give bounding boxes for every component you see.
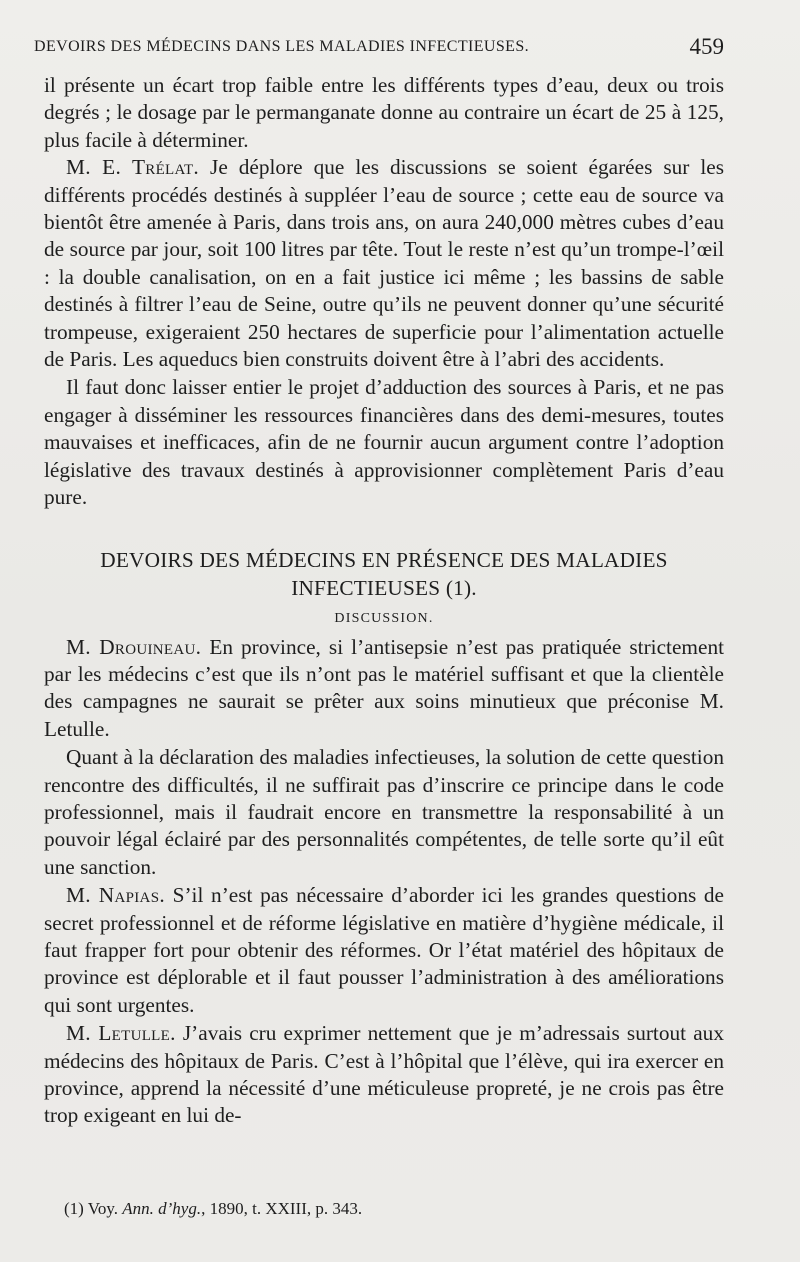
paragraph-text: Quant à la déclaration des maladies infectieuses, la solution de cette question rencontre des difficultés, il ne suffirait pas d’inscrire ce principe dans le code professionnel, mais il faudrait encore en transmettre la responsabilité à un pouvoir légal éclairé par des personnalités compétentes, de telle sorte qu’il eût une sanction. [44,745,724,879]
speaker-name: M. Drouineau. [66,634,202,659]
footnote [64,1199,714,1219]
letulle-paragraph [44,1020,724,1130]
drouineau-paragraph-2 [44,744,724,881]
paragraph-text: S’il n’est pas nécessaire d’aborder ici les grandes questions de secret professionnel et de réforme législative en matière d’hygiène médicale, il faut frapper fort pour obtenir des réformes. Or l’état matériel des hôpitaux de province est déplorable et il faut pousser l’administration à des améliorations qui sont urgentes. [44,883,725,1017]
drouineau-paragraph [44,634,724,744]
section-title-line-1: DEVOIRS DES MÉDECINS EN PRÉSENCE DES MALADIES [100,547,668,572]
paragraph-text: Je déplore que les discussions se soient égarées sur les différents procédés destinés à suppléer l’eau de source ; cette eau de source va bientôt être amenée à Paris, dans trois ans, on aura 240,000 mètres cubes d’eau de source par jour, soit 100 litres par tête. Tout le reste n’est qu’un trompe-l’œil : la double canalisation, on en a fait justice ici même ; les bassins de sable destinés à filtrer l’eau de Seine, outre qu’ils ne peuvent donner qu’une sécurité trompeuse, exigeraient 250 hectares de superficie pour l’alimentation actuelle de Paris. Les aqueducs bien construits doivent être à l’abri des accidents. [44,155,724,372]
footnote-citation: , 1890, t. XXIII, p. 343. [201,1199,363,1218]
continued-paragraph [44,72,724,154]
discussion-subheading: DISCUSSION. [334,610,434,626]
footnote-reference: (1). [440,575,477,600]
section-title [44,546,724,602]
section-title-line-2 [44,574,724,602]
footnote-marker: (1) Voy. [64,1199,123,1218]
trelat-paragraph-2 [44,374,724,511]
paragraph-text: En province, si l’antisepsie n’est pas pratiquée strictement par les médecins c’est que ils n’ont pas le matériel suffisant et que la clientèle des campagnes ne saurait se prêter aux soins minutieux que préconise M. Letulle. [44,634,725,741]
speaker-name: M. Letulle. [66,1021,176,1046]
paragraph-text: il présente un écart trop faible entre les différents types d’eau, deux ou trois degrés ; le dosage par le permanganate donne au contraire un écart de 25 à 125, plus facile à déterminer. [44,73,724,152]
speaker-name: M. Napias. [66,883,165,908]
speaker-name: M. E. Trélat. [66,155,200,180]
page-number: 459 [689,34,724,59]
page-header [34,34,724,64]
paragraph-text: Il faut donc laisser entier le projet d’adduction des sources à Paris, et ne pas engager à disséminer les ressources financières dans des demi-mesures, toutes mauvaises et inefficaces, afin de ne fournir aucun argument contre l’adoption législative des travaux destinés à approvisionner complètement Paris d’eau pure. [44,375,724,510]
paragraph-text: J’avais cru exprimer nettement que je m’adressais surtout aux médecins des hôpitaux de Paris. C’est à l’hôpital que l’élève, qui ira exercer en province, apprend la nécessité d’une méticuleuse propreté, je ne crois pas être trop exigeant en lui de- [44,1021,724,1128]
trelat-paragraph [44,154,724,373]
section-title-word: INFECTIEUSES [291,575,441,600]
journal-title: Ann. d’hyg. [122,1199,202,1218]
running-title: DEVOIRS DES MÉDECINS DANS LES MALADIES INFECTIEUSES. [34,38,530,55]
body-text [44,72,724,1130]
napias-paragraph [44,882,724,1019]
